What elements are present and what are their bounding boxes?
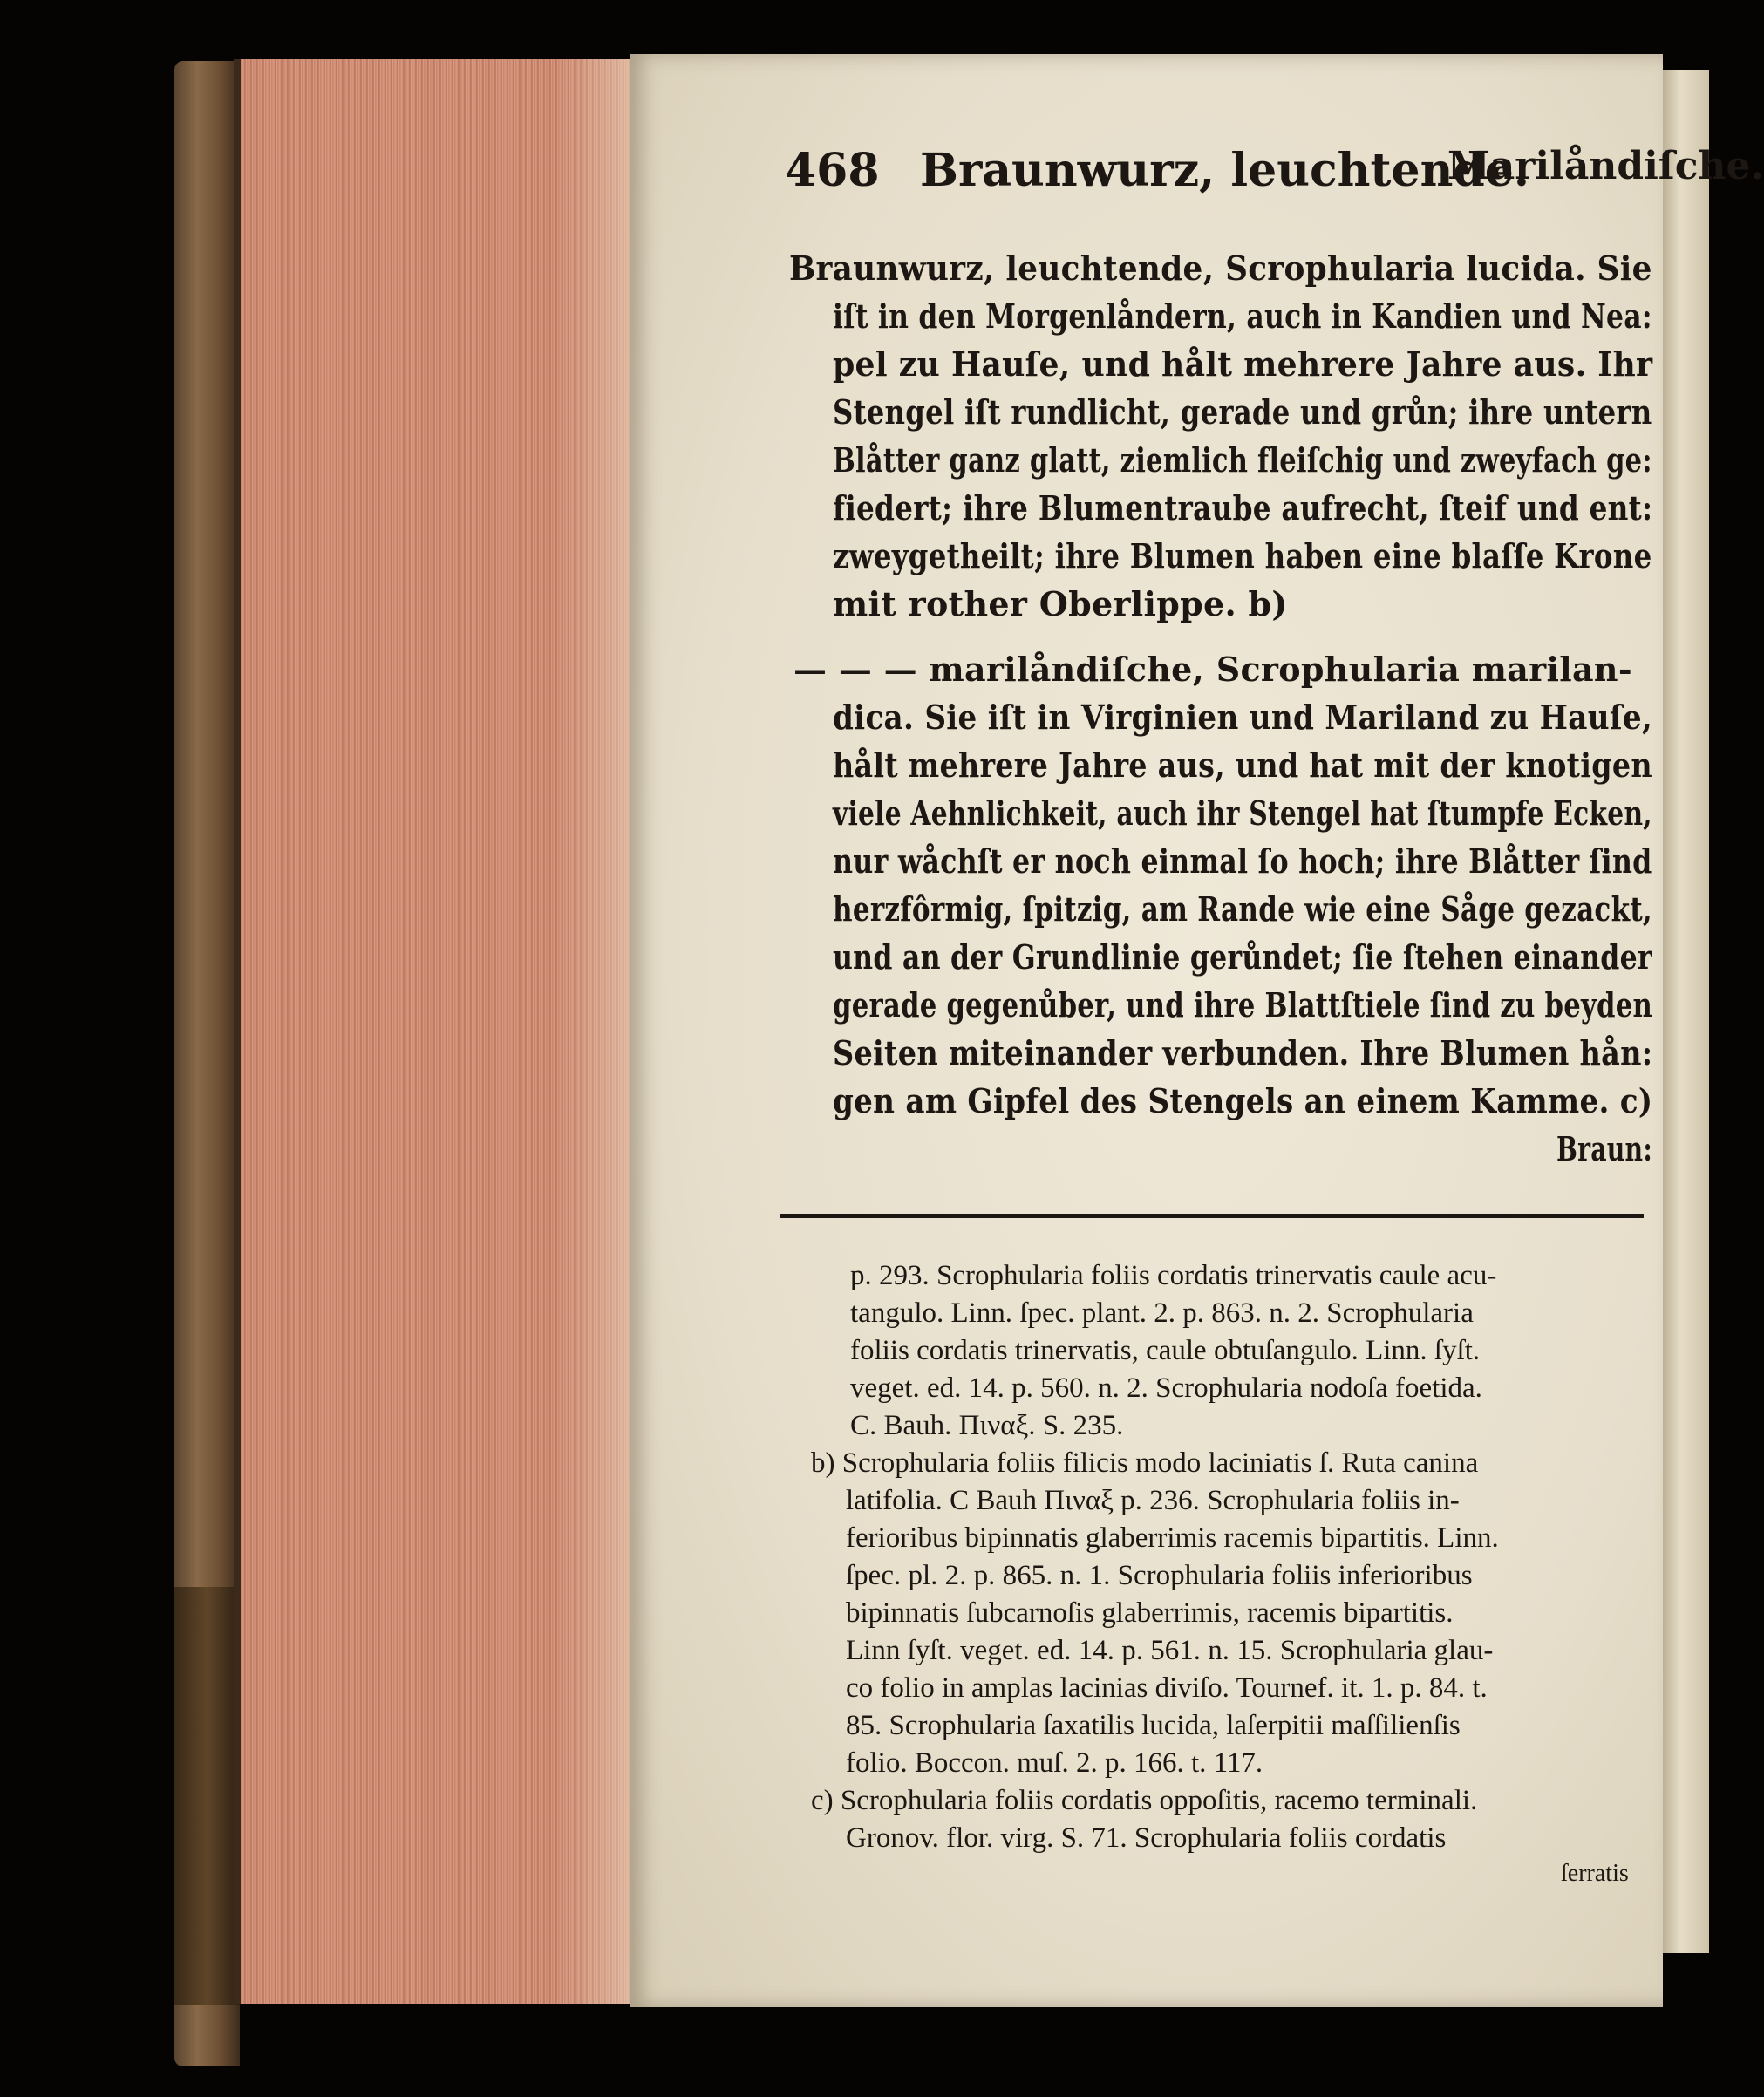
entry-line: gerade gegenůber, und ihre Blattſtiele ſind zu beyden bbox=[833, 985, 1653, 1025]
footnote-line: ferioribus bipinnatis glaberrimis racemis bipartitis. Linn. bbox=[846, 1522, 1499, 1554]
footnote-line: ſpec. pl. 2. p. 865. n. 1. Scrophularia foliis inferioribus bbox=[846, 1560, 1473, 1591]
footnote-line: folio. Boccon. muſ. 2. p. 166. t. 117. bbox=[846, 1747, 1263, 1779]
facing-page-edge bbox=[1661, 70, 1709, 1953]
entry-line: herzfôrmig, ſpitzig, am Rande wie eine Såge gezackt, bbox=[833, 889, 1652, 929]
entry-line: Stengel iſt rundlicht, gerade und grůn; ihre untern bbox=[833, 392, 1652, 432]
book-spine-lower bbox=[174, 1587, 240, 2005]
footnote-line: C. Bauh. Πιναξ. S. 235. bbox=[850, 1410, 1124, 1441]
footnote-line: latifolia. C Bauh Πιναξ p. 236. Scrophularia foliis in- bbox=[846, 1485, 1460, 1516]
entry-line: Blåtter ganz glatt, ziemlich fleiſchig und zweyfach ge: bbox=[833, 440, 1652, 480]
footnote-line: p. 293. Scrophularia foliis cordatis trinervatis caule acu- bbox=[850, 1260, 1497, 1291]
entry-line: Braunwurz, leuchtende, Scrophularia lucida. Sie bbox=[789, 249, 1652, 288]
entry-line: mit rother Oberlippe. b) bbox=[833, 584, 1288, 623]
entry-line: und an der Grundlinie gerůndet; ſie ſtehen einander bbox=[833, 937, 1652, 977]
page-number: 468 bbox=[785, 144, 880, 197]
footnote-rule bbox=[780, 1214, 1644, 1218]
entry-line: — — — marilåndiſche, Scrophularia marilan- bbox=[793, 650, 1632, 689]
entry-line: dica. Sie iſt in Virginien und Mariland zu Hauſe, bbox=[833, 698, 1653, 737]
footnote-line: bipinnatis ſubcarnoſis glaberrimis, racemis bipartitis. bbox=[846, 1597, 1454, 1629]
entry-line: gen am Gipfel des Stengels an einem Kamme. c) bbox=[833, 1081, 1653, 1120]
footnote-line: Linn ſyſt. veget. ed. 14. p. 561. n. 15. Scrophularia glau- bbox=[846, 1635, 1494, 1666]
entry-line: viele Aehnlichkeit, auch ihr Stengel hat ſtumpfe Ecken, bbox=[833, 793, 1652, 833]
entry-line: iſt in den Morgenlåndern, auch in Kandien und Nea: bbox=[833, 296, 1652, 336]
entry-line: pel zu Hauſe, und hålt mehrere Jahre aus. Ihr bbox=[833, 344, 1653, 384]
footnote-line: co folio in amplas lacinias diviſo. Tournef. it. 1. p. 84. t. bbox=[846, 1672, 1488, 1704]
footnote-line: tangulo. Linn. ſpec. plant. 2. p. 863. n. 2. Scrophularia bbox=[850, 1297, 1474, 1329]
header-title: Braunwurz, leuchtende. bbox=[920, 144, 1529, 197]
footnote-line: b) Scrophularia foliis filicis modo laciniatis ſ. Ruta canina bbox=[811, 1447, 1479, 1479]
entry-line: Seiten miteinander verbunden. Ihre Blumen hån: bbox=[833, 1033, 1653, 1072]
header-right: Marilåndiſche. bbox=[1447, 144, 1764, 188]
footnote-line: veget. ed. 14. p. 560. n. 2. Scrophularia nodoſa foetida. bbox=[850, 1372, 1482, 1404]
entry-line: zweygetheilt; ihre Blumen haben eine blaſſe Krone bbox=[833, 536, 1652, 575]
gutter-shade bbox=[558, 59, 637, 2004]
entry-line: fiedert; ihre Blumentraube aufrecht, ſteif und ent: bbox=[833, 488, 1653, 528]
footnote-line: Gronov. flor. virg. S. 71. Scrophularia foliis cordatis bbox=[846, 1822, 1447, 1854]
footnote-line: c) Scrophularia foliis cordatis oppoſitis, racemo terminali. bbox=[811, 1785, 1478, 1816]
footnote-line: 85. Scrophularia ſaxatilis lucida, laſerpitii maſſilienſis bbox=[846, 1710, 1461, 1741]
entry-line: hålt mehrere Jahre aus, und hat mit der knotigen bbox=[833, 746, 1652, 785]
catchword: Braun: bbox=[1556, 1129, 1653, 1168]
footnote-line: ſerratis bbox=[1561, 1860, 1629, 1887]
footnote-line: foliis cordatis trinervatis, caule obtuſangulo. Linn. ſyſt. bbox=[850, 1335, 1481, 1366]
entry-line: nur wåchſt er noch einmal ſo hoch; ihre Blåtter ſind bbox=[833, 841, 1652, 881]
